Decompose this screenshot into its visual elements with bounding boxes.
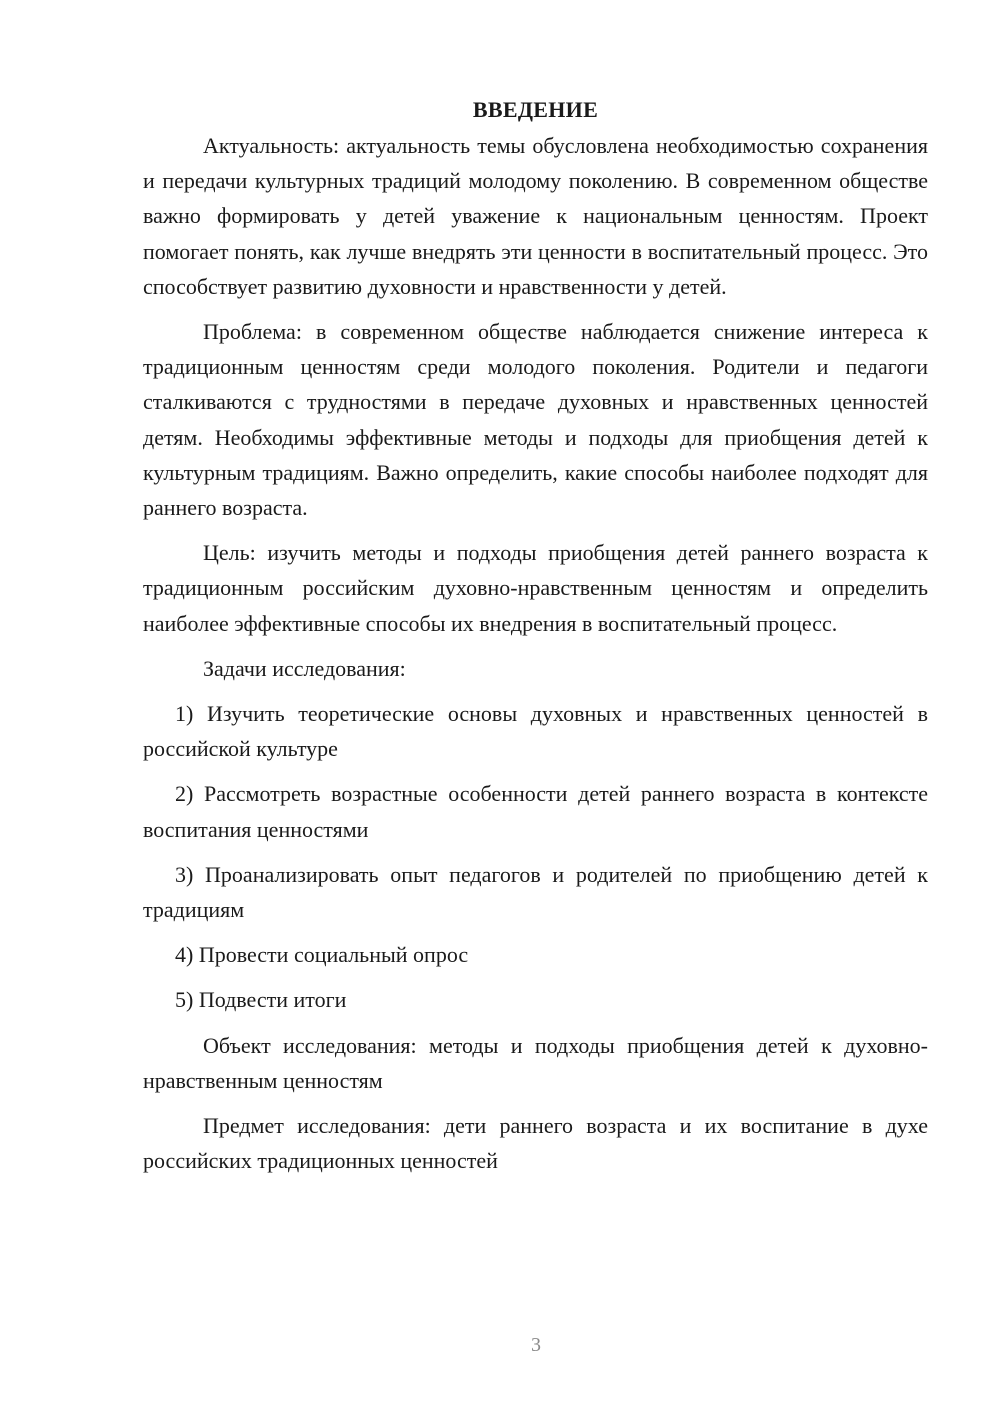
task-item-4: 4) Провести социальный опрос [175, 942, 469, 968]
paragraph-research-subject: Предмет исследования: дети раннего возраста и их воспитание в духе российских традиционных ценностей [143, 1113, 928, 1174]
paragraph-goal: Цель: изучить методы и подходы приобщения детей раннего возраста к традиционным российским духовно-нравственным ценностям и определить наиболее эффективные способы их внедрения в воспитательный процесс. [143, 540, 928, 636]
section-title: ВВЕДЕНИЕ [472, 97, 599, 122]
paragraph-research-object: Объект исследования: методы и подходы приобщения детей к духовно-нравственным ценностям [143, 1032, 928, 1093]
paragraph-problem: Проблема: в современном обществе наблюдается снижение интереса к традиционным ценностям среди молодого поколения. Родители и педагоги сталкиваются с трудностями в передаче духовных и нравственных ценностей детям. Необходимы эффективные методы и подходы для приобщения детей к культурным традициям. Важно определить, какие способы наиболее подходят для раннего возраста. [143, 319, 928, 521]
page-content [143, 92, 928, 1188]
page-number: 3 [531, 1334, 541, 1356]
task-item-3: 3) Проанализировать опыт педагогов и родителей по приобщению детей к традициям [143, 861, 928, 923]
task-item-2: 2) Рассмотреть возрастные особенности детей раннего возраста в контексте воспитания ценностями [143, 781, 928, 842]
task-item-5: 5) Подвести итоги [175, 987, 347, 1013]
paragraph-tasks-heading: Задачи исследования: [203, 655, 406, 681]
paragraph-relevance: Актуальность: актуальность темы обусловлена необходимостью сохранения и передачи культурных традиций молодому поколению. В современном обществе важно формировать у детей уважение к национальным ценностям. Проект помогает понять, как лучше внедрять эти ценности в воспитательный процесс. Это способствует развитию духовности и нравственности у детей. [143, 133, 928, 299]
task-item-1: 1) Изучить теоретические основы духовных и нравственных ценностей в российской культуре [143, 701, 928, 762]
